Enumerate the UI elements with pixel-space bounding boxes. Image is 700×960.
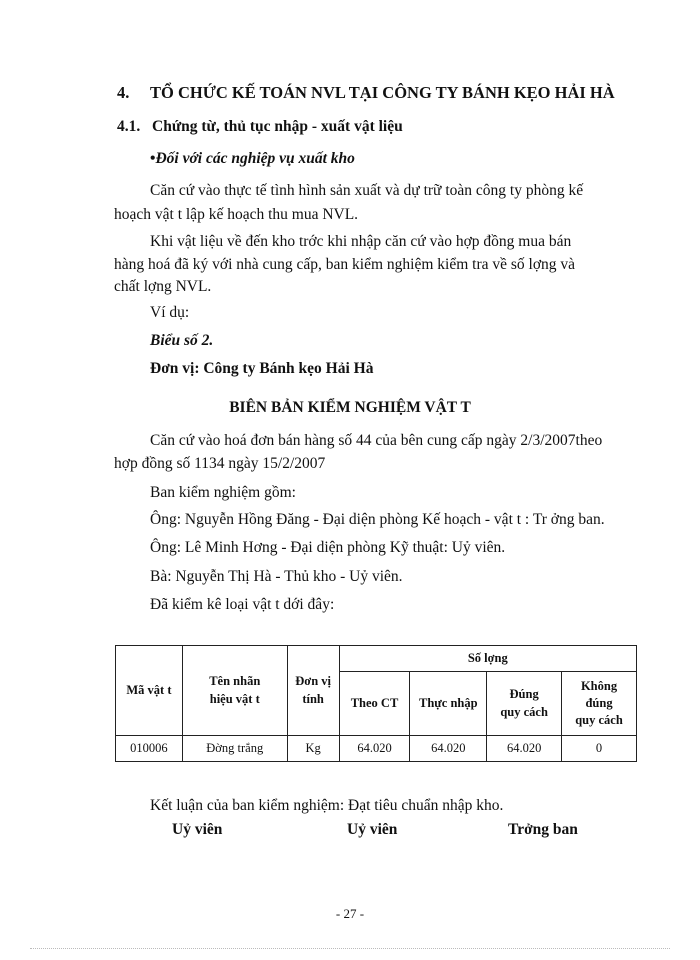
conclusion: Kết luận của ban kiểm nghiệm: Đạt tiêu chuẩn nhập kho. — [150, 797, 504, 814]
para1-line1: Căn cứ vào thực tế tình hình sản xuất và dự trữ toàn công ty phòng kế — [150, 182, 584, 199]
header-code: Mã vật t — [116, 646, 183, 736]
committee-member: Bà: Nguyễn Thị Hà - Thủ kho - Uỷ viên. — [150, 568, 403, 585]
header-name: Tên nhãn hiệu vật t — [182, 646, 287, 736]
committee-intro: Ban kiểm nghiệm gồm: — [150, 484, 296, 501]
signature-head: Trởng ban — [508, 821, 578, 838]
basis-line1: Căn cứ vào hoá đơn bán hàng số 44 của bên cung cấp ngày 2/3/2007theo — [150, 432, 603, 449]
header-incorrect: Không đúng quy cách — [562, 672, 637, 736]
cell-incorrect: 0 — [562, 736, 637, 762]
example-label: Ví dụ: — [150, 304, 190, 321]
section-number: 4. — [117, 83, 130, 102]
cell-unit: Kg — [287, 736, 339, 762]
header-actual: Thực nhập — [410, 672, 487, 736]
subsection-title: Chứng từ, thủ tục nhập - xuất vật liệu — [152, 118, 403, 135]
cell-code: 010006 — [116, 736, 183, 762]
form-label: Biểu số 2. — [150, 332, 214, 349]
header-unit: Đơn vị tính — [287, 646, 339, 736]
cell-actual: 64.020 — [410, 736, 487, 762]
inspected-intro: Đã kiểm kê loại vật t dới đây: — [150, 596, 335, 613]
bullet-icon: • — [150, 150, 156, 167]
para2-line2: hàng hoá đã ký với nhà cung cấp, ban kiểm nghiệm kiểm tra về số lợng và — [114, 256, 576, 273]
document-title: BIÊN BẢN KIỂM NGHIỆM VẬT T — [229, 399, 471, 416]
signature-member-1: Uỷ viên — [172, 821, 223, 838]
header-by-doc: Theo CT — [339, 672, 410, 736]
signature-member-2: Uỷ viên — [347, 821, 398, 838]
inspection-table — [115, 645, 637, 762]
para2-line3: chất lợng NVL. — [114, 278, 212, 295]
header-correct: Đúng quy cách — [487, 672, 562, 736]
cell-correct: 64.020 — [487, 736, 562, 762]
section-title: TỔ CHỨC KẾ TOÁN NVL TẠI CÔNG TY BÁNH KẸO HẢI HÀ — [150, 83, 615, 102]
committee-member: Ông: Lê Minh Hơng - Đại diện phòng Kỹ thuật: Uỷ viên. — [150, 539, 506, 556]
para1-line2: hoạch vật t lập kế hoạch thu mua NVL. — [114, 206, 359, 223]
unit-line: Đơn vị: Công ty Bánh kẹo Hải Hà — [150, 360, 374, 377]
footer-rule — [30, 948, 670, 949]
subsection-number: 4.1. — [117, 118, 141, 135]
cell-by-doc: 64.020 — [339, 736, 410, 762]
header-quantity-group: Số lợng — [339, 646, 636, 672]
para2-line1: Khi vật liệu về đến kho trớc khi nhập căn cứ vào hợp đồng mua bán — [150, 233, 572, 250]
bullet-heading: •Đối với các nghiệp vụ xuất kho — [150, 150, 355, 167]
committee-member: Ông: Nguyễn Hồng Đăng - Đại diện phòng Kế hoạch - vật t : Tr ởng ban. — [150, 511, 605, 528]
table-row — [116, 736, 637, 762]
basis-line2: hợp đồng số 1134 ngày 15/2/2007 — [114, 455, 326, 472]
page-number: - 27 - — [335, 906, 365, 921]
cell-name: Đờng trắng — [182, 736, 287, 762]
